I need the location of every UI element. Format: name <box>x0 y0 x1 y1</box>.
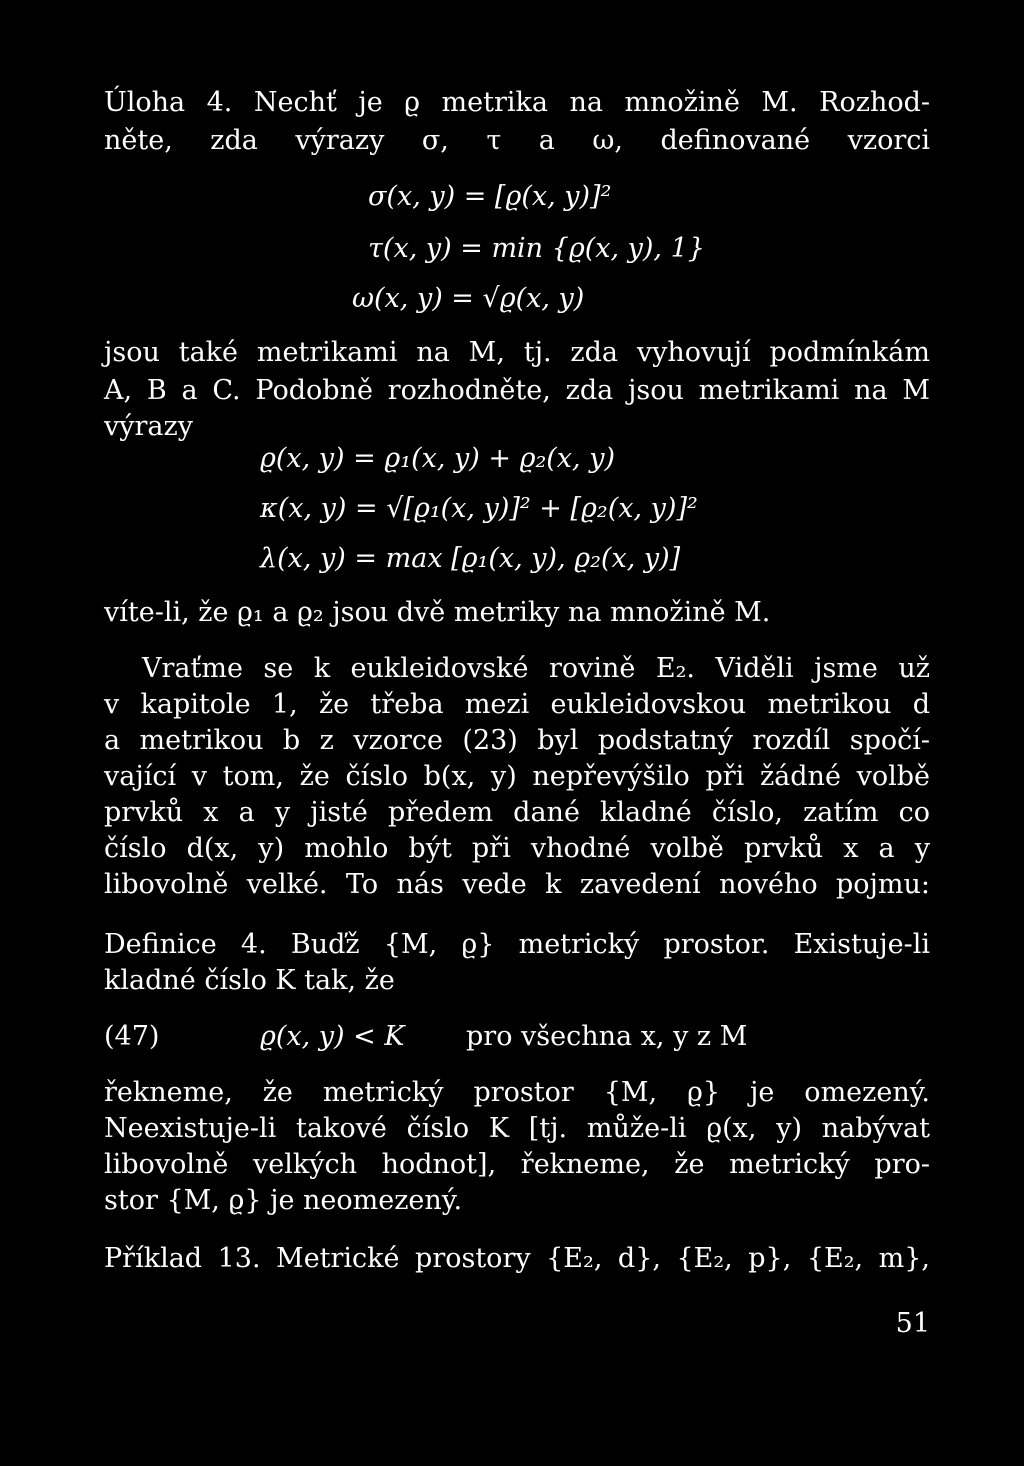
formula-rho: ϱ(x, y) = ϱ₁(x, y) + ϱ₂(x, y) <box>260 443 615 474</box>
para-line-6: číslo d(x, y) mohlo být při vhodné volbě prvků x a y <box>104 833 930 864</box>
task-line-6: víte-li, že ϱ₁ a ϱ₂ jsou dvě metriky na množině M. <box>104 597 771 628</box>
definition-line-3: řekneme, že metrický prostor {M, ϱ} je omezený. <box>104 1077 930 1108</box>
equation-47: ϱ(x, y) < K <box>260 1021 405 1052</box>
para-line-1: Vraťme se k eukleidovské rovině E₂. Viděli jsme už <box>142 653 930 684</box>
task-line-5: výrazy <box>104 411 193 442</box>
example-line-1: Příklad 13. Metrické prostory {E₂, d}, {E₂, p}, {E₂, m}, <box>104 1243 930 1274</box>
definition-line-5: libovolně velkých hodnot], řekneme, že metrický pro- <box>104 1149 930 1180</box>
para-line-2: v kapitole 1, že třeba mezi eukleidovskou metrikou d <box>104 689 930 720</box>
task-line-3: jsou také metrikami na M, tj. zda vyhovují podmínkám <box>104 337 930 368</box>
formula-tau: τ(x, y) = min {ϱ(x, y), 1} <box>368 233 705 264</box>
definition-line-6: stor {M, ϱ} je neomezený. <box>104 1185 463 1216</box>
formula-omega: ω(x, y) = √ϱ(x, y) <box>352 283 585 314</box>
equation-number: (47) <box>104 1021 160 1052</box>
formula-lambda: λ(x, y) = max [ϱ₁(x, y), ϱ₂(x, y)] <box>260 543 681 574</box>
formula-sigma: σ(x, y) = [ϱ(x, y)]² <box>368 181 612 212</box>
para-line-4: vající v tom, že číslo b(x, y) nepřevýšilo při žádné volbě <box>104 761 930 792</box>
task-line-2: něte, zda výrazy σ, τ a ω, definované vzorci <box>104 125 930 156</box>
definition-line-4: Neexistuje-li takové číslo K [tj. může-li ϱ(x, y) nabývat <box>104 1113 930 1144</box>
page-number: 51 <box>895 1308 930 1339</box>
formula-kappa: κ(x, y) = √[ϱ₁(x, y)]² + [ϱ₂(x, y)]² <box>260 493 698 524</box>
para-line-7: libovolně velké. To nás vede k zavedení nového pojmu: <box>104 869 930 900</box>
task-line-4: A, B a C. Podobně rozhodněte, zda jsou metrikami na M <box>104 375 930 406</box>
para-line-3: a metrikou b z vzorce (23) byl podstatný rozdíl spočí- <box>104 725 930 756</box>
equation-condition: pro všechna x, y z M <box>466 1021 748 1052</box>
definition-line-2: kladné číslo K tak, že <box>104 965 395 996</box>
definition-line-1: Definice 4. Buďž {M, ϱ} metrický prostor. Existuje-li <box>104 929 930 960</box>
task-line-1: Úloha 4. Nechť je ϱ metrika na množině M. Rozhod- <box>104 87 930 118</box>
para-line-5: prvků x a y jisté předem dané kladné číslo, zatím co <box>104 797 930 828</box>
